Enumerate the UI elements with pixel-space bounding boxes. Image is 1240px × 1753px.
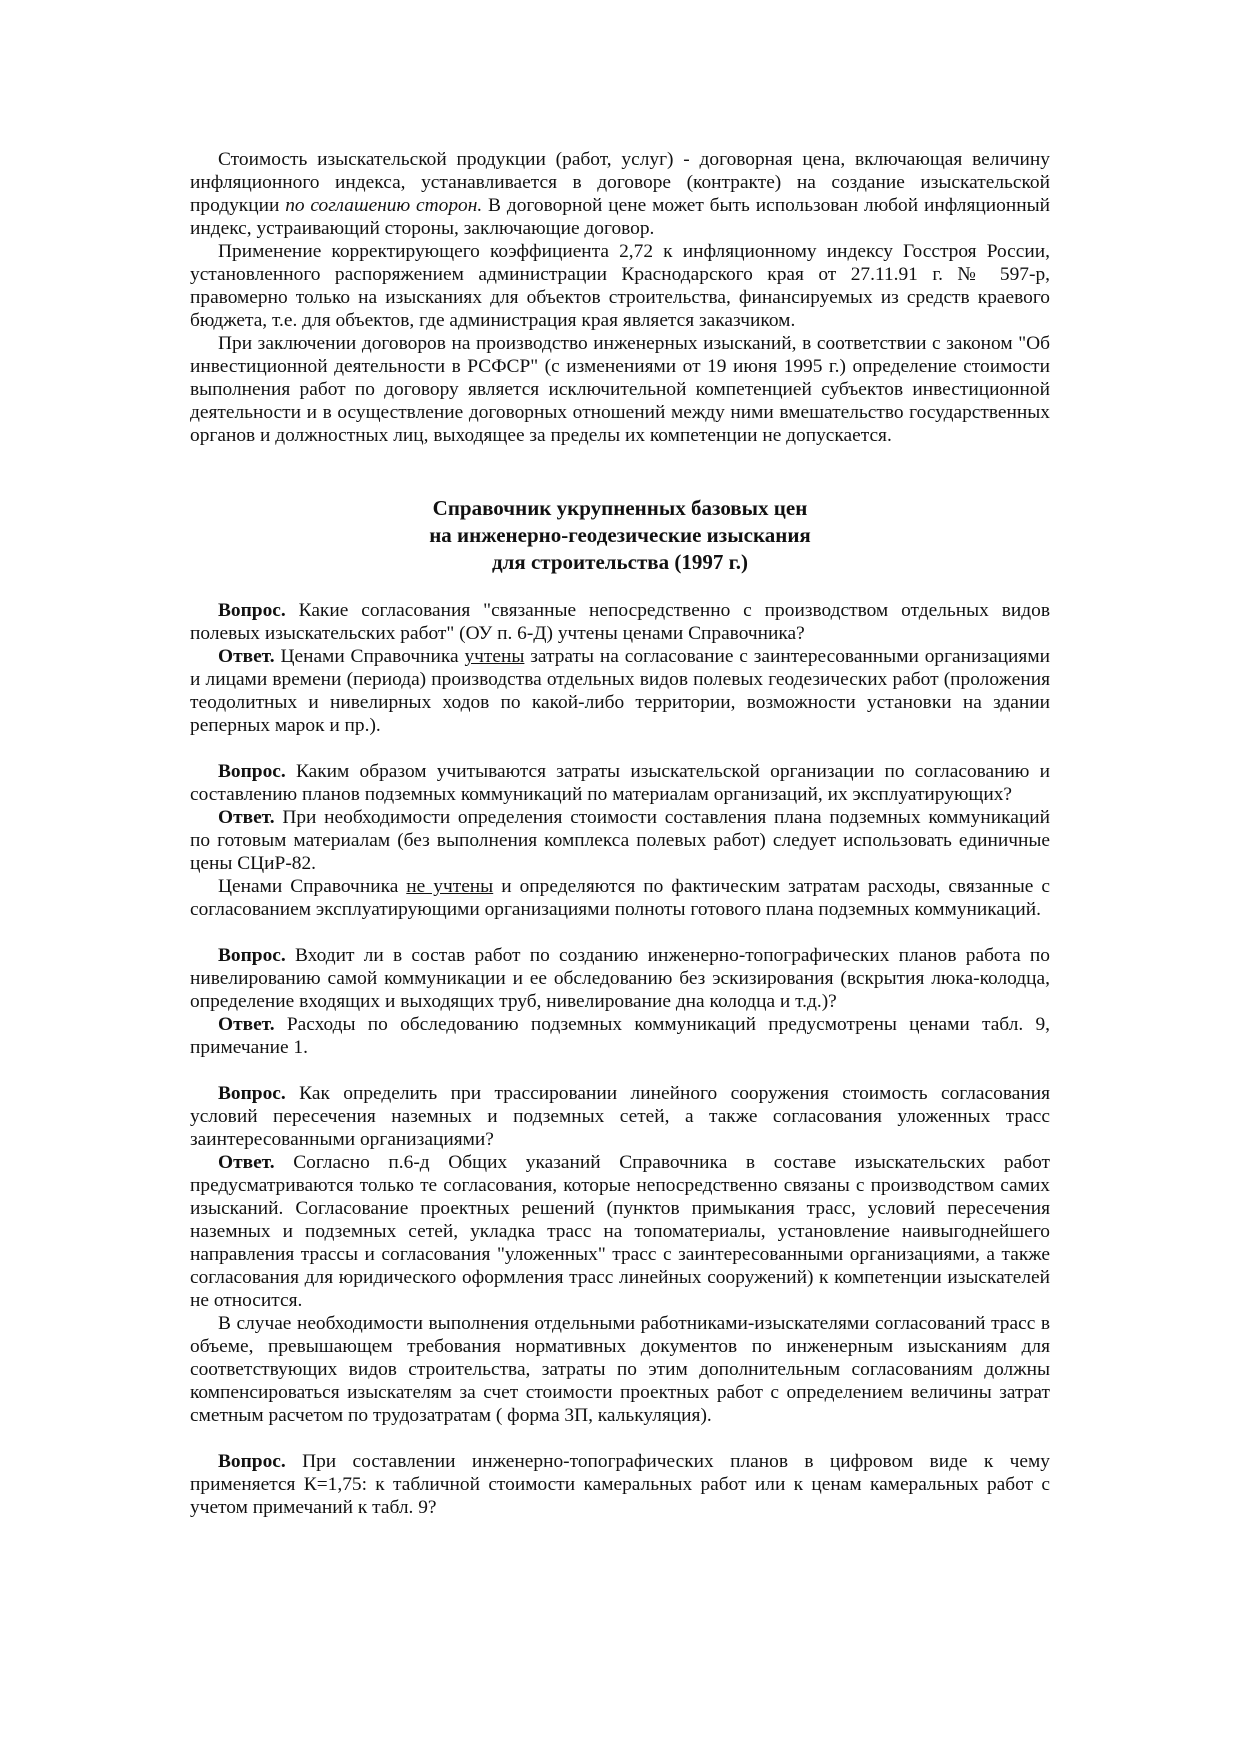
- answer-continuation-paragraph: В случае необходимости выполнения отдельными работниками-изыскателями согласований трасс в объеме, превышающем требования нормативных документов по инженерным изысканиям для соответствующих видов строительства, затраты по этим дополнительным согласованиям должны компенсироваться изыскателям за счет стоимости проектных работ с определением величины затрат сметным расчетом по трудозатратам ( форма 3П, калькуляция).: [190, 1313, 1050, 1426]
- question-label: Вопрос.: [218, 761, 286, 782]
- section-title-line-1: Справочник укрупненных базовых цен: [432, 496, 808, 520]
- answer-continuation-paragraph: Ценами Справочника не учтены и определяются по фактическим затратам расходы, связанные с согласованием эксплуатирующими организациями полноты готового плана подземных коммуникаций.: [190, 876, 1050, 920]
- question-paragraph: Вопрос. Какие согласования "связанные непосредственно с производством отдельных видов полевых изыскательских работ" (ОУ п. 6-Д) учтены ценами Справочника?: [190, 600, 1050, 644]
- question-label: Вопрос.: [218, 1451, 286, 1472]
- section-title-line-3: для строительства (1997 г.): [491, 550, 749, 574]
- answer-paragraph: Ответ. При необходимости определения стоимости составления плана подземных коммуникаций по готовым материалам (без выполнения комплекса полевых работ) следует использовать единичные цены СЦиР-82.: [190, 807, 1050, 874]
- question-paragraph: Вопрос. Как определить при трассировании линейного сооружения стоимость согласования условий пересечения наземных и подземных сетей, а также согласования уложенных трасс заинтересованными организациями?: [190, 1083, 1050, 1150]
- question-paragraph: Вопрос. При составлении инженерно-топографических планов в цифровом виде к чему применяется К=1,75: к табличной стоимости камеральных работ или к ценам камеральных работ с учетом примечаний к табл. 9?: [190, 1451, 1050, 1518]
- underlined-text: учтены: [464, 646, 525, 667]
- section-title: [190, 495, 1050, 576]
- question-label: Вопрос.: [218, 1083, 286, 1104]
- spacer: [190, 737, 1050, 760]
- intro-paragraph-3: При заключении договоров на производство инженерных изысканий, в соответствии с законом "Об инвестиционной деятельности в РСФСР" (с изменениями от 19 июня 1995 г.) определение стоимости выполнения работ по договору является исключительной компетенцией субъектов инвестиционной деятельности и в осуществление договорных отношений между ними вмешательство государственных органов и должностных лиц, выходящее за пределы их компетенции не допускается.: [190, 333, 1050, 446]
- spacer: [190, 921, 1050, 944]
- intro-paragraph-1: Стоимость изыскательской продукции (работ, услуг) - договорная цена, включающая величину инфляционного индекса, устанавливается в договоре (контракте) на создание изыскательской продукции по соглашению сторон. В договорной цене может быть использован любой инфляционный индекс, устраивающий стороны, заключающие договор.: [190, 149, 1051, 239]
- spacer: [190, 1059, 1050, 1082]
- spacer: [190, 447, 1050, 495]
- answer-label: Ответ.: [218, 1152, 275, 1173]
- text-column: [190, 148, 1050, 1519]
- answer-paragraph: Ответ. Расходы по обследованию подземных коммуникаций предусмотрены ценами табл. 9, примечание 1.: [190, 1014, 1050, 1058]
- answer-label: Ответ.: [218, 1014, 275, 1035]
- question-paragraph: Вопрос. Входит ли в состав работ по созданию инженерно-топографических планов работа по нивелированию самой коммуникации и ее обследованию без эскизирования (вскрытия люка-колодца, определение входящих и выходящих труб, нивелирование дна колодца и т.д.)?: [190, 945, 1050, 1012]
- answer-paragraph: Ответ. Ценами Справочника учтены затраты на согласование с заинтересованными организациями и лицами времени (периода) производства отдельных видов полевых геодезических работ (проложения теодолитных и нивелирных ходов по какой-либо территории, возможности установки на здании реперных марок и пр.).: [190, 646, 1050, 736]
- underlined-text: не учтены: [406, 876, 494, 897]
- question-label: Вопрос.: [218, 600, 286, 621]
- intro-paragraph-2: Применение корректирующего коэффициента 2,72 к инфляционному индексу Госстроя России, установленного распоряжением администрации Краснодарского края от 27.11.91 г. № 597-р, правомерно только на изысканиях для объектов строительства, финансируемых из средств краевого бюджета, т.е. для объектов, где администрация края является заказчиком.: [190, 241, 1050, 331]
- question-label: Вопрос.: [218, 945, 286, 966]
- answer-paragraph: Ответ. Согласно п.6-д Общих указаний Справочника в составе изыскательских работ предусматриваются только те согласования, которые непосредственно связаны с производством самих изысканий. Согласование проектных решений (пунктов примыкания трасс, условий пересечения наземных и подземных сетей, укладка трасс на топоматериалы, установление наивыгоднейшего направления трассы и согласования "уложенных" трасс с заинтересованными организациями, а также согласования для юридического оформления трасс линейных сооружений) к компетенции изыскателей не относится.: [190, 1152, 1050, 1311]
- section-title-line-2: на инженерно-геодезические изыскания: [429, 523, 811, 547]
- question-paragraph: Вопрос. Каким образом учитываются затраты изыскательской организации по согласованию и составлению планов подземных коммуникаций по материалам организаций, их эксплуатирующих?: [190, 761, 1050, 805]
- emphasis-text: по соглашению сторон.: [285, 195, 483, 216]
- answer-label: Ответ.: [218, 807, 275, 828]
- spacer: [190, 1427, 1050, 1450]
- answer-label: Ответ.: [218, 646, 275, 667]
